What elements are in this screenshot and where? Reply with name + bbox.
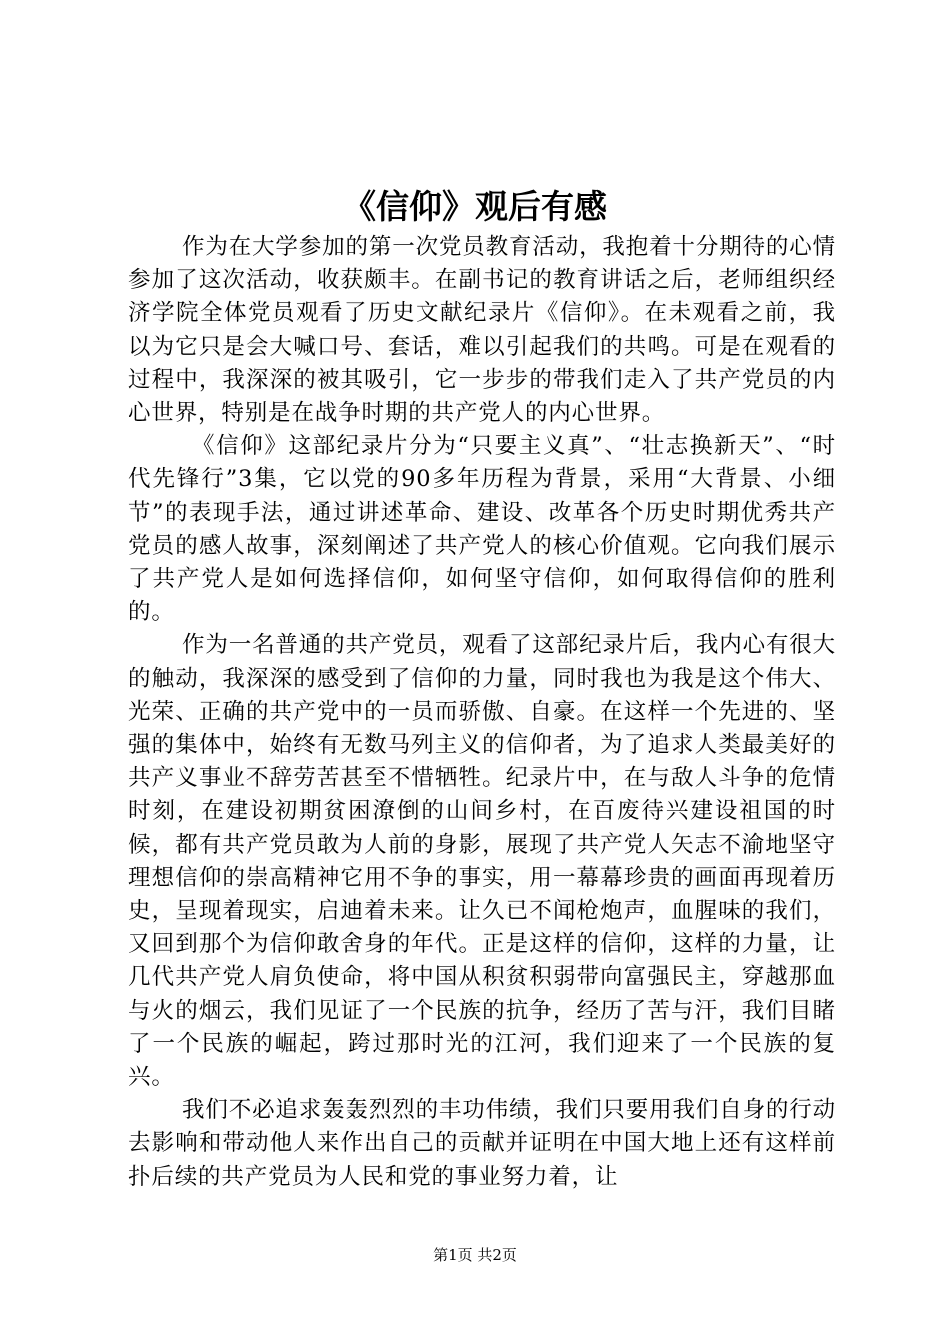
document-title: 《信仰》观后有感 (343, 187, 607, 226)
paragraph-3: 作为一名普通的共产党员，观看了这部纪录片后，我内心有很大的触动，我深深的感受到了信仰的力量，同时我也为我是这个伟大、光荣、正确的共产党中的一员而骄傲、自豪。在这样一个先进的、坚强的集体中，始终有无数马列主义的信仰者，为了追求人类最美好的共产义事业不辞劳苦甚至不惜牺牲。纪录片中，在与敌人斗争的危情时刻，在建设初期贫困潦倒的山间乡村，在百废待兴建设祖国的时候，都有共产党员敢为人前的身影，展现了共产党人矢志不渝地坚守理想信仰的崇高精神它用不争的事实，用一幕幕珍贵的画面再现着历史，呈现着现实，启迪着未来。让久已不闻枪炮声，血腥味的我们，又回到那个为信仰敢舍身的年代。正是这样的信仰，这样的力量，让几代共产党人肩负使命，将中国从积贫积弱带向富强民主，穿越那血与火的烟云，我们见证了一个民族的抗争，经历了苦与汗，我们目睹了一个民族的崛起，跨过那时光的江河，我们迎来了一个民族的复兴。 (128, 632, 836, 1091)
paragraph-2: 《信仰》这部纪录片分为“只要主义真”、“壮志换新天”、“时代先锋行”3集，它以党的90多年历程为背景，采用“大背景、小细节”的表现手法，通过讲述革命、建设、改革各个历史时期优秀共产党员的感人故事，深刻阐述了共产党人的核心价值观。它向我们展示了共产党人是如何选择信仰，如何坚守信仰，如何取得信仰的胜利的。 (128, 433, 836, 626)
paragraph-4: 我们不必追求轰轰烈烈的丰功伟绩，我们只要用我们自身的行动去影响和带动他人来作出自己的贡献并证明在中国大地上还有这样前扑后续的共产党员为人民和党的事业努力着，让 (128, 1097, 836, 1190)
document-body (128, 231, 836, 1194)
page-footer: 第1页 共2页 (433, 1246, 517, 1264)
paragraph-1: 作为在大学参加的第一次党员教育活动，我抱着十分期待的心情参加了这次活动，收获颇丰。在副书记的教育讲话之后，老师组织经济学院全体党员观看了历史文献纪录片《信仰》。在未观看之前，我以为它只是会大喊口号、套话，难以引起我们的共鸣。可是在观看的过程中，我深深的被其吸引，它一步步的带我们走入了共产党员的内心世界，特别是在战争时期的共产党人的内心世界。 (128, 234, 836, 427)
